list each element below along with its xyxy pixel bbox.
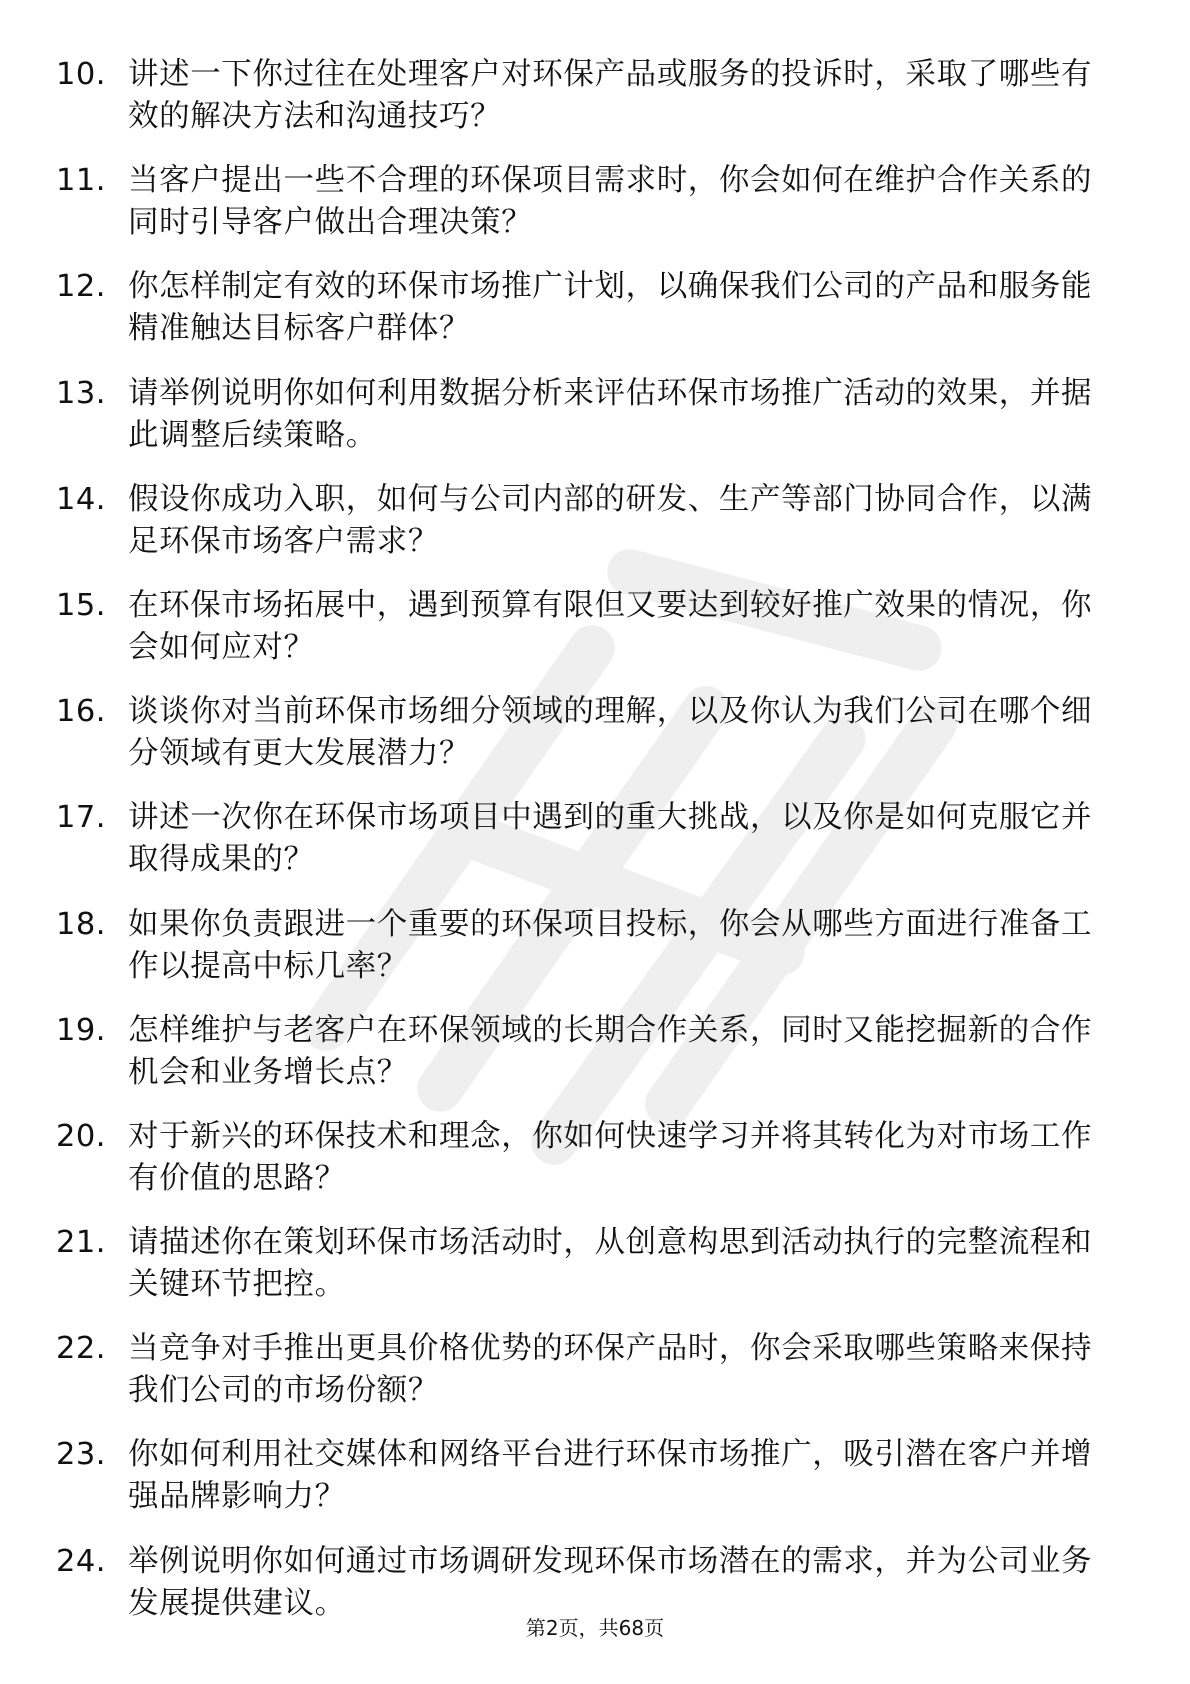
question-text: 你怎样制定有效的环保市场推广计划，以确保我们公司的产品和服务能精准触达目标客户群体？	[128, 269, 1093, 347]
question-number: 10.	[56, 57, 107, 92]
list-item	[56, 1116, 1116, 1200]
question-text: 谈谈你对当前环保市场细分领域的理解，以及你认为我们公司在哪个细分领域有更大发展潜力？	[128, 694, 1093, 772]
question-number: 16.	[56, 694, 107, 730]
question-text: 讲述一次你在环保市场项目中遇到的重大挑战，以及你是如何克服它并取得成果的？	[128, 800, 1093, 878]
list-item	[56, 160, 1116, 244]
question-text: 讲述一下你过往在处理客户对环保产品或服务的投诉时，采取了哪些有效的解决方法和沟通技巧？	[128, 57, 1093, 134]
list-item	[56, 904, 1116, 988]
question-list	[56, 54, 1116, 1647]
question-text: 假设你成功入职，如何与公司内部的研发、生产等部门协同合作，以满足环保市场客户需求？	[128, 481, 1093, 559]
question-number: 18.	[56, 906, 107, 942]
list-item	[56, 1328, 1116, 1412]
question-text: 你如何利用社交媒体和网络平台进行环保市场推广，吸引潜在客户并增强品牌影响力？	[128, 1437, 1093, 1515]
list-item	[56, 691, 1116, 775]
question-text: 如果你负责跟进一个重要的环保项目投标，你会从哪些方面进行准备工作以提高中标几率？	[128, 906, 1093, 984]
question-number: 23.	[56, 1437, 107, 1473]
question-number: 21.	[56, 1225, 107, 1261]
question-number: 13.	[56, 375, 107, 411]
question-number: 14.	[56, 481, 107, 517]
question-number: 17.	[56, 800, 107, 836]
question-text: 怎样维护与老客户在环保领域的长期合作关系，同时又能挖掘新的合作机会和业务增长点？	[128, 1012, 1093, 1090]
list-item	[56, 1010, 1116, 1094]
list-item	[56, 266, 1116, 350]
question-number: 20.	[56, 1118, 107, 1154]
list-item	[56, 797, 1116, 881]
question-number: 11.	[56, 163, 107, 199]
question-text: 请描述你在策划环保市场活动时，从创意构思到活动执行的完整流程和关键环节把控。	[128, 1225, 1093, 1303]
list-item	[56, 479, 1116, 563]
page-footer: 第2页，共68页	[525, 1616, 665, 1640]
question-text: 当客户提出一些不合理的环保项目需求时，你会如何在维护合作关系的同时引导客户做出合理决策？	[128, 163, 1093, 241]
question-number: 22.	[56, 1331, 107, 1367]
question-text: 请举例说明你如何利用数据分析来评估环保市场推广活动的效果，并据此调整后续策略。	[128, 375, 1093, 453]
question-text: 举例说明你如何通过市场调研发现环保市场潜在的需求，并为公司业务发展提供建议。	[128, 1543, 1093, 1621]
question-number: 15.	[56, 587, 107, 623]
list-item	[56, 373, 1116, 457]
question-number: 19.	[56, 1012, 107, 1048]
list-item	[56, 585, 1116, 669]
question-text: 在环保市场拓展中，遇到预算有限但又要达到较好推广效果的情况，你会如何应对？	[128, 587, 1093, 665]
question-number: 12.	[56, 269, 107, 305]
question-text: 当竞争对手推出更具价格优势的环保产品时，你会采取哪些策略来保持我们公司的市场份额？	[128, 1331, 1093, 1409]
list-item	[56, 54, 1116, 138]
question-number: 24.	[56, 1543, 107, 1579]
question-text: 对于新兴的环保技术和理念，你如何快速学习并将其转化为对市场工作有价值的思路？	[128, 1118, 1093, 1196]
list-item	[56, 1434, 1116, 1518]
list-item	[56, 1222, 1116, 1306]
